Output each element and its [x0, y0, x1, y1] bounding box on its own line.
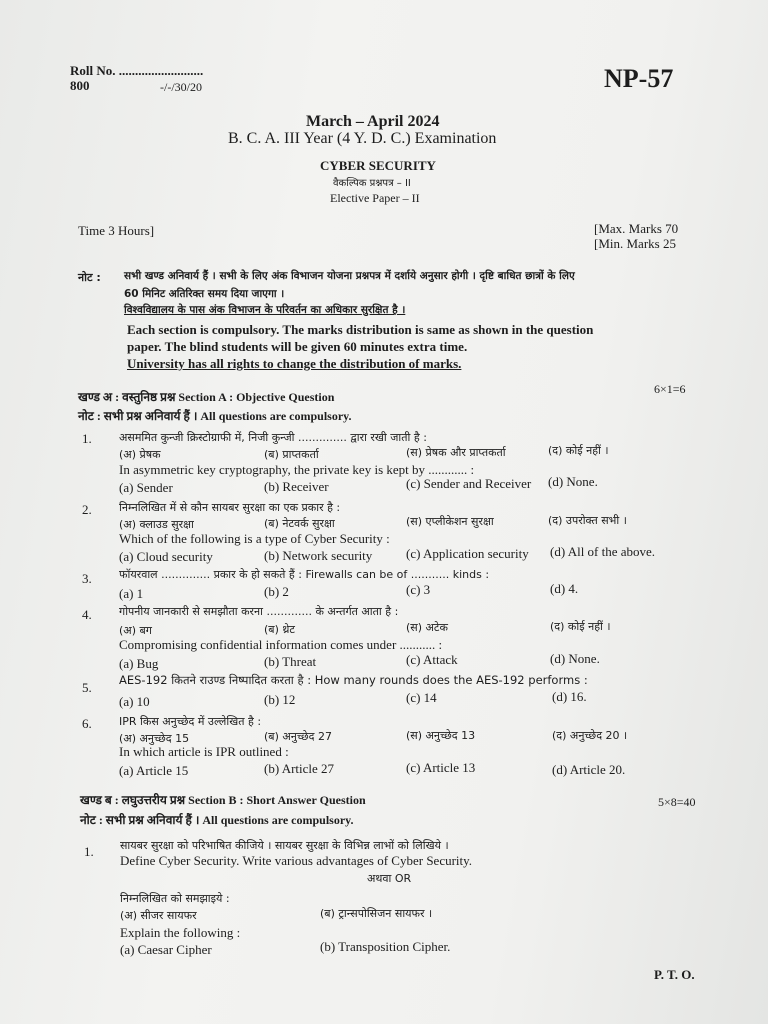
option-c: (c) Article 13 — [406, 760, 476, 775]
option-hindi-b: (ब) अनुच्छेद 27 — [264, 730, 332, 743]
option-hindi-b: (ब) थ्रेट — [264, 623, 295, 636]
option-c: (c) 14 — [406, 690, 437, 705]
option-d: (d) Article 20. — [552, 762, 626, 777]
question-text: फॉयरवाल .............. प्रकार के हो सकते हैं : Firewalls can be of ........... kinds : — [119, 568, 490, 581]
option-hindi-c: (स) अनुच्छेद 13 — [406, 729, 476, 742]
option-a: (a) Bug — [119, 656, 159, 671]
option-d: (d) 4. — [550, 581, 579, 596]
option-hindi-b: (ब) प्राप्तकर्ता — [264, 448, 319, 461]
note-hindi-line1: सभी खण्ड अनिवार्य हैं । सभी के लिए अंक विभाजन योजना प्रश्नपत्र में दर्शाये अनुसार होगी । दृष्टि बाधित छात्रों के लिए — [124, 270, 575, 282]
note-english-line2: paper. The blind students will be given 60 minutes extra time. — [127, 339, 468, 354]
section-a-note: नोट : सभी प्रश्न अनिवार्य हैं । All questions are compulsory. — [78, 409, 352, 423]
option-hindi-c: (स) प्रेषक और प्राप्तकर्ता — [406, 446, 506, 459]
question-text-english: Which of the following is a type of Cyber Security : — [119, 531, 390, 546]
exam-time: Time 3 Hours] — [78, 223, 155, 238]
option-c: (c) 3 — [406, 582, 431, 597]
please-turn-over: P. T. O. — [654, 967, 695, 982]
subject-title: CYBER SECURITY — [320, 158, 436, 173]
question-number: 5. — [82, 680, 92, 695]
option-a: (a) Article 15 — [119, 763, 189, 778]
alt-question-hindi: निम्नलिखित को समझाइये : — [120, 892, 230, 905]
option-hindi-d: (द) अनुच्छेद 20 । — [552, 729, 628, 742]
option-hindi-a: (अ) सीजर सायफर — [120, 909, 197, 922]
option-b: (b) Transposition Cipher. — [320, 939, 451, 954]
question-text-hindi: असममित कुन्जी क्रिस्टोग्राफी में, निजी कुन्जी .............. द्वारा रखी जाती है : — [119, 431, 427, 444]
exam-title: B. C. A. III Year (4 Y. D. C.) Examination — [228, 130, 497, 147]
option-hindi-b: (ब) नेटवर्क सुरक्षा — [264, 517, 335, 530]
option-a: (a) 10 — [119, 694, 150, 709]
question-text-hindi: निम्नलिखित में से कौन सायबर सुरक्षा का एक प्रकार है : — [119, 501, 341, 514]
paper-code: NP-57 — [604, 64, 674, 93]
exam-session: March – April 2024 — [306, 113, 440, 130]
option-hindi-a: (अ) क्लाउड सुरक्षा — [119, 518, 194, 531]
option-hindi-d: (द) उपरोक्त सभी । — [548, 514, 627, 527]
option-a: (a) Sender — [119, 480, 173, 495]
section-b-note: नोट : सभी प्रश्न अनिवार्य हैं । All questions are compulsory. — [80, 813, 354, 827]
note-english-line1: Each section is compulsory. The marks distribution is same as shown in the question — [127, 322, 594, 337]
option-b: (b) Network security — [264, 548, 373, 563]
question-number: 1. — [84, 844, 94, 859]
option-d: (d) 16. — [552, 689, 587, 704]
question-text-hindi: सायबर सुरक्षा को परिभाषित कीजिये । सायबर सुरक्षा के विभिन्न लाभों को लिखिये । — [120, 839, 449, 852]
option-hindi-a: (अ) प्रेषक — [119, 448, 161, 461]
option-a: (a) 1 — [119, 586, 144, 601]
min-marks: [Min. Marks 25 — [594, 236, 676, 251]
option-c: (c) Application security — [406, 546, 529, 561]
option-hindi-b: (ब) ट्रान्सपोसिजन सायफर । — [320, 907, 433, 920]
option-b: (b) 2 — [264, 584, 289, 599]
alt-question-english: Explain the following : — [120, 925, 241, 940]
option-d: (d) None. — [548, 474, 598, 489]
question-text-english: In asymmetric key cryptography, the private key is kept by ............ : — [119, 462, 475, 477]
question-number: 6. — [82, 716, 92, 731]
option-hindi-a: (अ) अनुच्छेद 15 — [119, 732, 190, 745]
code-mid: -/-/30/20 — [160, 80, 202, 94]
note-label: नोट : — [78, 271, 101, 284]
question-text-hindi: गोपनीय जानकारी से समझौता करना ............. के अन्तर्गत आता है : — [119, 605, 399, 618]
option-b: (b) Threat — [264, 654, 317, 669]
option-hindi-a: (अ) बग — [119, 624, 152, 637]
paper-title-hindi: वैकल्पिक प्रश्नपत्र – II — [333, 178, 411, 189]
option-b: (b) Article 27 — [264, 761, 335, 776]
option-hindi-d: (द) कोई नहीं । — [550, 620, 611, 633]
option-b: (b) 12 — [264, 692, 296, 707]
or-separator: अथवा OR — [367, 872, 412, 885]
question-number: 1. — [82, 431, 92, 446]
note-hindi-line2: 60 मिनिट अतिरिक्त समय दिया जाएगा । — [124, 288, 285, 300]
question-text-english: Define Cyber Security. Write various advantages of Cyber Security. — [120, 853, 473, 868]
code-left: 800 — [70, 78, 90, 93]
option-d: (d) None. — [550, 651, 600, 666]
paper-title-english: Elective Paper – II — [330, 191, 420, 205]
option-c: (c) Sender and Receiver — [406, 476, 532, 491]
option-b: (b) Receiver — [264, 479, 329, 494]
question-text-english: In which article is IPR outlined : — [119, 744, 289, 759]
section-b-marks: 5×8=40 — [658, 795, 696, 809]
section-a-marks: 6×1=6 — [654, 382, 686, 396]
question-text: AES-192 कितने राउण्ड निष्पादित करता है : How many rounds does the AES-192 performs : — [119, 673, 588, 687]
question-number: 4. — [82, 607, 92, 622]
option-hindi-d: (द) कोई नहीं । — [548, 444, 609, 457]
note-hindi-line3: विश्वविद्यालय के पास अंक विभाजन के परिवर्तन का अधिकार सुरक्षित है । — [124, 304, 406, 316]
question-number: 3. — [82, 571, 92, 586]
option-hindi-c: (स) अटेक — [406, 621, 448, 634]
max-marks: [Max. Marks 70 — [594, 221, 679, 236]
question-number: 2. — [82, 502, 92, 517]
note-english-line3: University has all rights to change the distribution of marks. — [127, 356, 462, 371]
option-c: (c) Attack — [406, 652, 458, 667]
section-a-heading: खण्ड अ : वस्तुनिष्ठ प्रश्न Section A : Objective Question — [78, 390, 335, 404]
question-text-hindi: IPR किस अनुच्छेद में उल्लेखित है : — [119, 715, 262, 728]
roll-number: Roll No. .......................... — [70, 63, 204, 78]
option-a: (a) Cloud security — [119, 549, 213, 564]
option-hindi-c: (स) एप्लीकेशन सुरक्षा — [406, 515, 494, 528]
option-a: (a) Caesar Cipher — [120, 942, 212, 957]
question-text-english: Compromising confidential information comes under ........... : — [119, 637, 443, 652]
option-d: (d) All of the above. — [550, 544, 656, 559]
section-b-heading: खण्ड ब : लघुउत्तरीय प्रश्न Section B : Short Answer Question — [80, 793, 366, 807]
